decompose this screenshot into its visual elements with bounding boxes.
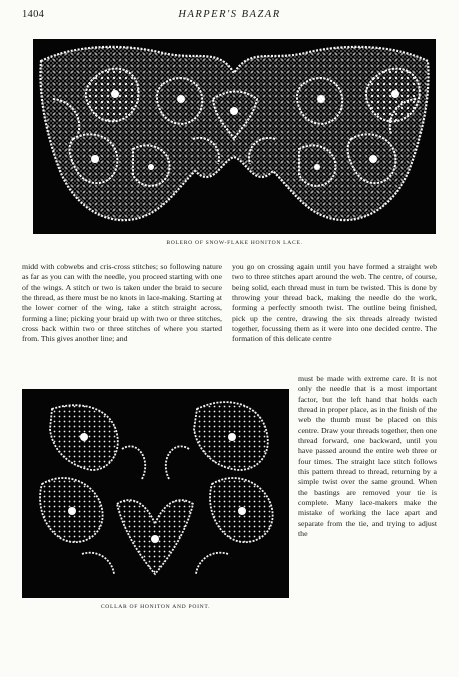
right-column-narrow-paragraph: must be made with extreme care. It is not only the needle that is a most important factor, but the left hand that holds each thread in proper place, as in the finish of the web the thumb must be placed on this centre. Draw your threads together, then one thread forward, one backward, until you have passed around the entire web three or four times. The straight lace stitch follows this pattern thread to thread, returning by a simple twist over the same ground. When the bastings are removed your tie is complete. Many lace-makers make the mistake of working the lace apart and separate from the tie, and trying to adjust the [298,374,437,539]
left-column-paragraph: midd with cobwebs and cris-cross stitches; so following nature as far as you can with the needle, you proceed starting with one of the wings. A stitch or two is taken under the braid to secure the thread, as there must be no knots in lace-making. Starting at the lower corner of the wing, take a stitch straight across, forming a line; picking your braid up with two or three stitches, cross back within two or three stitches of where you started from. This gives another line; and [22,262,222,344]
bolero-lace-image [33,39,436,234]
right-column-narrow-text [298,374,437,664]
top-figure-caption: BOLERO OF SNOW-FLAKE HONITON LACE. [166,240,303,246]
right-column-top-text [232,262,437,372]
right-column-top-paragraph: you go on crossing again until you have formed a straight web two to three stitches apart around the web. The centre, of course, being solid, each thread must in turn be twisted. This is done by throwing your thread back, making the needle do the work, forming a perfectly smooth twist. The outline being finished, pick up the centre, drawing the six threads already twisted together, focussing them as it were into one decided centre. The formation of this delicate centre [232,262,437,344]
left-column-text [22,262,222,382]
bottom-figure-caption: COLLAR OF HONITON AND POINT. [100,604,211,610]
page-number: 1404 [22,9,45,20]
page-header [22,9,437,23]
magazine-title: HARPER'S BAZAR [178,9,281,20]
collar-lace-image [22,389,289,598]
